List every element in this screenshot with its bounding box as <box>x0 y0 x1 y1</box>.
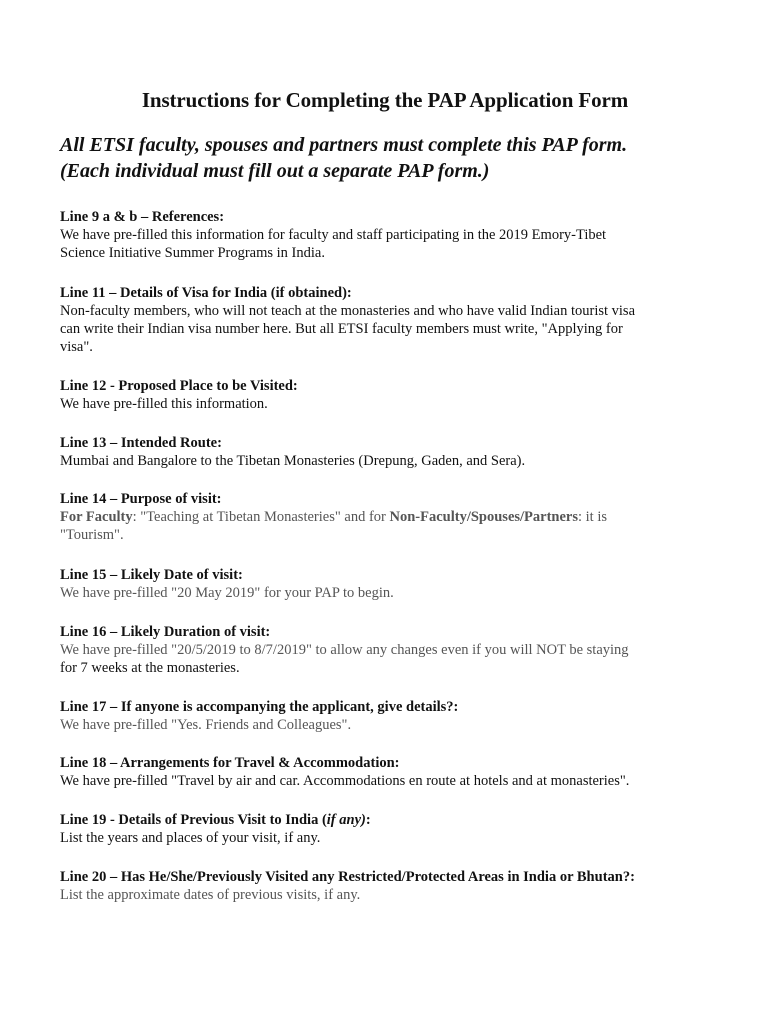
heading-emphasis: if any) <box>326 812 366 828</box>
section-heading: Line 14 – Purpose of visit: <box>60 491 222 507</box>
section-line-15 <box>60 566 740 602</box>
section-body-line: List the approximate dates of previous visits, if any. <box>60 887 361 903</box>
section-body-line: List the years and places of your visit, if any. <box>60 830 321 846</box>
section-heading: Line 20 – Has He/She/Previously Visited any Restricted/Protected Areas in India or Bhutan?: <box>60 869 635 885</box>
section-heading: Line 12 - Proposed Place to be Visited: <box>60 378 298 394</box>
section-body-line: Non-faculty members, who will not teach at the monasteries and who have valid Indian tourist visa <box>60 303 636 319</box>
section-heading: Line 9 a & b – References: <box>60 209 225 225</box>
section-body-line: We have pre-filled this information for faculty and staff participating in the 2019 Emory-Tibet <box>60 227 607 243</box>
section-line-18 <box>60 754 740 790</box>
section-body-line: "Tourism". <box>60 527 124 543</box>
section-body-line: We have pre-filled "Travel by air and car. Accommodations en route at hotels and at monasteries". <box>60 773 630 789</box>
heading-suffix: : <box>365 812 371 828</box>
page-title: Instructions for Completing the PAP Application Form <box>141 88 629 112</box>
section-body-line: Mumbai and Bangalore to the Tibetan Monasteries (Drepung, Gaden, and Sera). <box>60 453 526 469</box>
section-heading: Line 18 – Arrangements for Travel & Accommodation: <box>60 755 400 771</box>
section-line-17 <box>60 698 740 734</box>
section-line-9 <box>60 208 740 262</box>
section-heading: Line 16 – Likely Duration of visit: <box>60 624 271 640</box>
page-subtitle <box>60 132 750 184</box>
section-heading: Line 13 – Intended Route: <box>60 435 222 451</box>
section-heading: Line 15 – Likely Date of visit: <box>60 567 243 583</box>
section-body-line: We have pre-filled "Yes. Friends and Colleagues". <box>60 717 352 733</box>
label-non-faculty: Non-Faculty/Spouses/Partners <box>389 509 578 525</box>
section-body-line: We have pre-filled "20 May 2019" for your PAP to begin. <box>60 585 394 601</box>
section-body-line: can write their Indian visa number here. But all ETSI faculty members must write, "Applying for <box>60 321 623 337</box>
section-line-19 <box>60 811 740 847</box>
text-non-faculty: : it is <box>578 509 608 525</box>
section-line-12 <box>60 377 740 413</box>
section-heading <box>60 811 740 829</box>
section-line-13 <box>60 434 740 470</box>
section-body-line: Science Initiative Summer Programs in India. <box>60 245 325 261</box>
subtitle-line-1: All ETSI faculty, spouses and partners must complete this PAP form. <box>60 134 628 156</box>
text-for-faculty: : "Teaching at Tibetan Monasteries" and for <box>132 509 390 525</box>
section-body-line: visa". <box>60 339 93 355</box>
subtitle-line-2: (Each individual must fill out a separate PAP form.) <box>60 160 490 182</box>
section-line-14 <box>60 490 740 544</box>
section-body-line: We have pre-filled "20/5/2019 to 8/7/2019" to allow any changes even if you will NOT be staying <box>60 642 629 658</box>
section-body-line: for 7 weeks at the monasteries. <box>60 660 240 676</box>
section-body-line: We have pre-filled this information. <box>60 396 268 412</box>
section-line-16 <box>60 623 740 677</box>
section-line-20 <box>60 868 740 904</box>
section-heading: Line 11 – Details of Visa for India (if obtained): <box>60 285 352 301</box>
heading-text: Line 19 - Details of Previous Visit to India ( <box>60 812 327 828</box>
section-body-line <box>60 508 740 526</box>
section-line-11 <box>60 284 740 356</box>
section-heading: Line 17 – If anyone is accompanying the applicant, give details?: <box>60 699 459 715</box>
label-for-faculty: For Faculty <box>60 509 133 525</box>
